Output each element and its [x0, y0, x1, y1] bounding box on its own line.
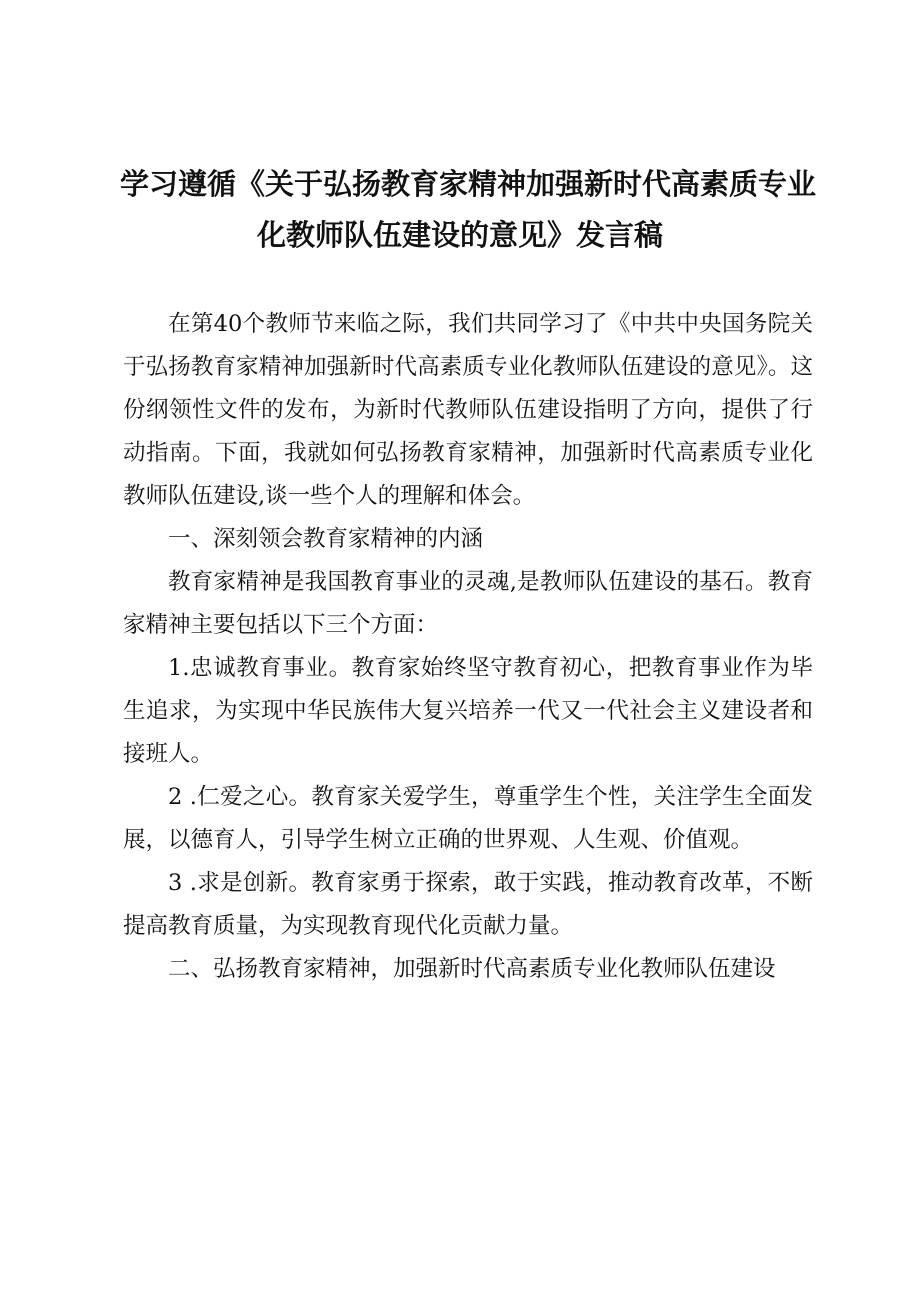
list-item-2: 2 .仁爱之心。教育家关爱学生，尊重学生个性，关注学生全面发展，以德育人，引导学生树立正确的世界观、人生观、价值观。	[123, 784, 813, 853]
section-heading-1: 一、深刻领会教育家精神的内涵	[168, 526, 484, 552]
list-item-3: 3 .求是创新。教育家勇于探索，敢于实践，推动教育改革，不断提高教育质量，为实现教育现代化贡献力量。	[123, 870, 813, 939]
document-body	[123, 303, 813, 991]
section-1-paragraph: 教育家精神是我国教育事业的灵魂,是教师队伍建设的基石。教育家精神主要包括以下三个方面：	[123, 569, 813, 638]
document-title-line-2: 化教师队伍建设的意见》发言稿	[256, 218, 663, 252]
intro-paragraph: 在第40个教师节来临之际，我们共同学习了《中共中央国务院关于弘扬教育家精神加强新时代高素质专业化教师队伍建设的意见》。这份纲领性文件的发布，为新时代教师队伍建设指明了方向，提供了行动指南。下面，我就如何弘扬教育家精神，加强新时代高素质专业化教师队伍建设,谈一些个人的理解和体会。	[123, 311, 813, 509]
document-title-line-1: 学习遵循《关于弘扬教育家精神加强新时代高素质专业	[120, 167, 817, 201]
list-item-1: 1.忠诚教育事业。教育家始终坚守教育初心，把教育事业作为毕生追求，为实现中华民族伟大复兴培养一代又一代社会主义建设者和接班人。	[123, 655, 813, 767]
section-heading-2: 二、弘扬教育家精神，加强新时代高素质专业化教师队伍建设	[168, 956, 776, 982]
